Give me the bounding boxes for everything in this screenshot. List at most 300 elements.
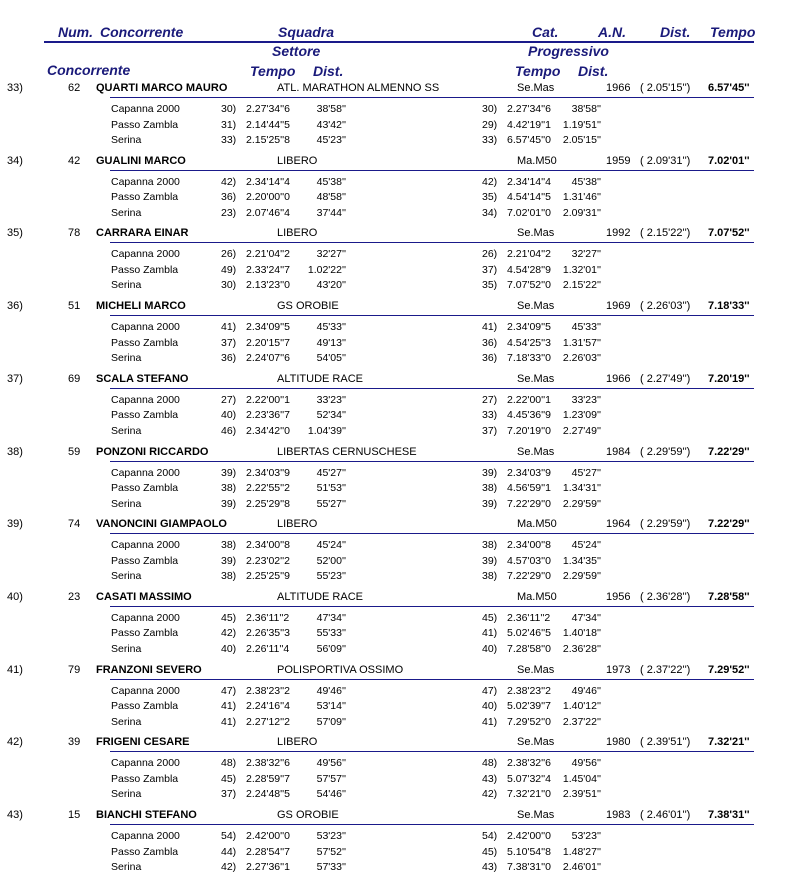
split-row [0, 699, 794, 713]
athlete-category: Se.Mas [517, 736, 555, 749]
split-sector-gap: 55'27'' [316, 497, 346, 510]
split-location: Serina [111, 861, 142, 873]
split-progressive-gap: 47'34'' [571, 611, 601, 624]
split-location: Passo Zambla [111, 336, 179, 349]
athlete-name: CARRARA EINAR [96, 227, 189, 240]
split-row [0, 611, 794, 625]
split-progressive-position: 45) [482, 845, 498, 858]
split-location: Serina [111, 279, 142, 292]
split-sector-position: 27) [221, 393, 237, 406]
athlete-divider [110, 824, 754, 825]
athlete-category: Se.Mas [517, 663, 555, 676]
athlete-block [0, 517, 794, 590]
split-progressive-position: 35) [482, 279, 498, 292]
split-location: Serina [111, 497, 142, 510]
athlete-bib: 69 [68, 372, 81, 385]
split-location: Serina [111, 642, 142, 655]
athlete-row [0, 663, 794, 677]
athlete-position: 36) [7, 300, 23, 313]
split-sector-gap: 43'20'' [316, 279, 346, 292]
athlete-final-time: 7.28'58'' [708, 590, 750, 603]
split-progressive-gap: 1.23'09'' [562, 409, 601, 422]
athlete-bib: 51 [68, 300, 81, 313]
athlete-category: Ma.M50 [517, 154, 557, 167]
athlete-divider [110, 242, 754, 243]
split-progressive-time: 7.22'29''0 [507, 497, 551, 510]
split-progressive-gap: 33'23'' [571, 393, 601, 406]
split-sector-gap: 57'52'' [316, 845, 346, 858]
athlete-block [0, 372, 794, 445]
split-progressive-gap: 45'27'' [571, 466, 601, 479]
split-progressive-gap: 1.40'12'' [562, 700, 601, 713]
split-location: Capanna 2000 [111, 393, 180, 406]
athlete-team: LIBERO [277, 154, 318, 167]
split-location: Capanna 2000 [111, 321, 180, 334]
split-location: Capanna 2000 [111, 757, 180, 770]
split-progressive-position: 39) [482, 554, 498, 567]
split-progressive-time: 7.18'33''0 [507, 352, 551, 365]
split-sector-time: 2.07'46''4 [246, 206, 290, 219]
split-sector-position: 42) [221, 175, 237, 188]
split-sector-time: 2.22'55''2 [246, 482, 290, 494]
split-sector-position: 37) [221, 788, 237, 801]
split-sector-time: 2.38'32''6 [246, 757, 290, 770]
split-sector-gap: 53'14'' [316, 700, 346, 713]
split-sector-time: 2.26'35''3 [246, 627, 290, 640]
split-progressive-time: 2.36'11''2 [507, 611, 551, 624]
split-row [0, 190, 794, 204]
split-progressive-time: 4.54'14''5 [507, 191, 551, 204]
split-progressive-time: 2.34'09''5 [507, 321, 551, 334]
split-row [0, 756, 794, 770]
split-sector-time: 2.27'12''2 [246, 715, 290, 728]
split-row [0, 569, 794, 583]
split-sector-gap: 32'27'' [316, 248, 346, 261]
split-progressive-position: 34) [482, 206, 498, 219]
split-sector-time: 2.13'23''0 [246, 279, 290, 292]
split-sector-time: 2.26'11''4 [246, 642, 290, 655]
split-progressive-position: 37) [482, 263, 498, 276]
athlete-category: Se.Mas [517, 300, 555, 313]
athlete-divider [110, 170, 754, 171]
split-sector-gap: 52'34'' [316, 409, 346, 422]
split-location: Passo Zambla [111, 263, 179, 276]
split-progressive-time: 4.54'28''9 [507, 263, 551, 276]
athlete-gap: ( 2.39'51'') [640, 736, 691, 749]
split-sector-time: 2.42'00''0 [246, 830, 290, 842]
split-sector-gap: 54'05'' [316, 352, 346, 365]
split-row [0, 263, 794, 277]
split-location: Serina [111, 570, 142, 583]
split-sector-position: 44) [221, 845, 237, 858]
split-location: Passo Zambla [111, 409, 179, 422]
split-location: Capanna 2000 [111, 466, 180, 479]
split-progressive-gap: 1.32'01'' [562, 263, 601, 276]
split-progressive-position: 37) [482, 424, 498, 437]
athlete-bib: 59 [68, 445, 81, 458]
split-sector-gap: 37'44'' [316, 206, 346, 219]
athlete-category: Ma.M50 [517, 590, 557, 603]
split-progressive-position: 38) [482, 570, 498, 583]
split-sector-gap: 45'33'' [316, 321, 346, 334]
athlete-birth-year: 1966 [606, 82, 631, 94]
split-sector-position: 54) [221, 830, 237, 842]
athlete-final-time: 7.20'19'' [708, 372, 750, 385]
split-progressive-gap: 2.36'28'' [562, 642, 601, 655]
split-progressive-gap: 1.19'51'' [562, 118, 601, 131]
header-squadra: Squadra [278, 24, 335, 40]
split-row [0, 133, 794, 147]
split-sector-gap: 38'58'' [316, 103, 346, 115]
split-progressive-position: 42) [482, 175, 498, 188]
athlete-final-time: 7.38'31'' [708, 809, 750, 821]
split-progressive-gap: 1.31'46'' [562, 191, 601, 204]
split-location: Capanna 2000 [111, 684, 180, 697]
split-progressive-time: 5.10'54''8 [507, 845, 551, 858]
split-sector-time: 2.34'00''8 [246, 539, 290, 552]
split-progressive-gap: 1.40'18'' [562, 627, 601, 640]
split-progressive-gap: 2.37'22'' [562, 715, 601, 728]
athlete-row [0, 517, 794, 531]
split-sector-time: 2.23'02''2 [246, 554, 290, 567]
split-sector-position: 42) [221, 627, 237, 640]
split-progressive-time: 7.38'31''0 [507, 861, 551, 873]
split-progressive-time: 2.27'34''6 [507, 103, 551, 115]
athlete-position: 43) [7, 809, 23, 821]
athlete-block [0, 663, 794, 736]
split-row [0, 247, 794, 261]
split-progressive-position: 40) [482, 700, 498, 713]
athlete-position: 41) [7, 663, 23, 676]
split-progressive-time: 2.38'32''6 [507, 757, 551, 770]
split-progressive-gap: 1.48'27'' [562, 845, 601, 858]
split-progressive-time: 7.07'52''0 [507, 279, 551, 292]
athlete-bib: 23 [68, 590, 81, 603]
split-progressive-time: 2.42'00''0 [507, 830, 551, 842]
split-sector-time: 2.36'11''2 [246, 611, 290, 624]
athlete-team: GS OROBIE [277, 300, 339, 313]
split-progressive-gap: 2.39'51'' [562, 788, 601, 801]
split-location: Passo Zambla [111, 482, 179, 494]
split-row [0, 320, 794, 334]
athlete-birth-year: 1984 [606, 445, 631, 458]
header-settore-dist: Dist. [313, 63, 344, 79]
split-progressive-time: 4.56'59''1 [507, 482, 551, 494]
athlete-position: 37) [7, 372, 23, 385]
athlete-gap: ( 2.29'59'') [640, 445, 691, 458]
split-sector-gap: 33'23'' [316, 393, 346, 406]
split-location: Capanna 2000 [111, 103, 180, 115]
split-progressive-position: 43) [482, 861, 498, 873]
athlete-block [0, 81, 794, 154]
split-sector-position: 39) [221, 466, 237, 479]
split-sector-position: 49) [221, 263, 237, 276]
split-location: Capanna 2000 [111, 175, 180, 188]
split-sector-position: 48) [221, 757, 237, 770]
athlete-final-time: 7.22'29'' [708, 445, 750, 458]
split-progressive-gap: 2.26'03'' [562, 352, 601, 365]
split-progressive-gap: 2.05'15'' [562, 134, 601, 146]
split-sector-gap: 45'23'' [316, 134, 346, 146]
split-progressive-position: 41) [482, 715, 498, 728]
split-sector-gap: 48'58'' [316, 191, 346, 204]
athlete-gap: ( 2.46'01'') [640, 809, 691, 821]
split-sector-gap: 49'46'' [316, 684, 346, 697]
split-row [0, 538, 794, 552]
split-row [0, 787, 794, 801]
split-progressive-position: 42) [482, 788, 498, 801]
split-row [0, 772, 794, 786]
split-progressive-gap: 53'23'' [571, 830, 601, 842]
athlete-team: GS OROBIE [277, 809, 339, 821]
split-progressive-time: 2.38'23''2 [507, 684, 551, 697]
athlete-category: Se.Mas [517, 82, 555, 94]
athlete-category: Se.Mas [517, 809, 555, 821]
split-sector-gap: 49'13'' [316, 336, 346, 349]
athlete-category: Se.Mas [517, 445, 555, 458]
athlete-birth-year: 1973 [606, 663, 631, 676]
split-row [0, 351, 794, 365]
split-sector-position: 33) [221, 134, 237, 146]
split-sector-position: 45) [221, 611, 237, 624]
athlete-team: ALTITUDE RACE [277, 372, 363, 385]
split-row [0, 684, 794, 698]
athlete-name: VANONCINI GIAMPAOLO [96, 518, 227, 531]
split-progressive-gap: 38'58'' [571, 103, 601, 115]
split-sector-time: 2.34'14''4 [246, 175, 290, 188]
split-sector-position: 45) [221, 772, 237, 785]
split-sector-gap: 57'33'' [316, 861, 346, 873]
split-progressive-time: 4.45'36''9 [507, 409, 551, 422]
header-concorrente-sub: Concorrente [47, 62, 131, 78]
split-progressive-position: 41) [482, 321, 498, 334]
split-sector-position: 40) [221, 642, 237, 655]
split-row [0, 393, 794, 407]
split-progressive-position: 43) [482, 772, 498, 785]
header-concorrente: Concorrente [100, 24, 184, 40]
split-progressive-position: 41) [482, 627, 498, 640]
split-progressive-gap: 2.09'31'' [562, 206, 601, 219]
athlete-bib: 79 [68, 663, 81, 676]
split-sector-time: 2.25'25''9 [246, 570, 290, 583]
athlete-name: QUARTI MARCO MAURO [96, 82, 228, 94]
split-location: Serina [111, 715, 142, 728]
athlete-gap: ( 2.37'22'') [640, 663, 691, 676]
split-progressive-position: 33) [482, 409, 498, 422]
split-progressive-position: 48) [482, 757, 498, 770]
split-sector-time: 2.34'09''5 [246, 321, 290, 334]
split-progressive-gap: 49'46'' [571, 684, 601, 697]
split-progressive-time: 5.02'46''5 [507, 627, 551, 640]
split-progressive-gap: 45'33'' [571, 321, 601, 334]
split-row [0, 497, 794, 511]
athlete-team: LIBERO [277, 736, 318, 749]
split-row [0, 336, 794, 350]
athlete-block [0, 299, 794, 372]
split-sector-time: 2.34'42''0 [246, 424, 290, 437]
athlete-bib: 42 [68, 154, 81, 167]
split-sector-gap: 51'53'' [316, 482, 346, 494]
split-progressive-time: 2.22'00''1 [507, 393, 551, 406]
split-progressive-time: 6.57'45''0 [507, 134, 551, 146]
athlete-gap: ( 2.26'03'') [640, 300, 691, 313]
split-sector-gap: 52'00'' [316, 554, 346, 567]
split-sector-time: 2.15'25''8 [246, 134, 290, 146]
split-sector-time: 2.23'36''7 [246, 409, 290, 422]
header-progressivo-tempo: Tempo [515, 63, 561, 79]
athlete-birth-year: 1964 [606, 518, 631, 531]
athlete-bib: 74 [68, 518, 81, 531]
athlete-position: 40) [7, 590, 23, 603]
split-sector-time: 2.14'44''5 [246, 118, 290, 131]
split-progressive-time: 2.21'04''2 [507, 248, 551, 261]
split-progressive-gap: 1.45'04'' [562, 772, 601, 785]
split-progressive-time: 4.54'25''3 [507, 336, 551, 349]
split-progressive-time: 5.02'39''7 [507, 700, 551, 713]
split-sector-position: 41) [221, 715, 237, 728]
split-sector-time: 2.24'16''4 [246, 700, 290, 713]
athlete-bib: 39 [68, 736, 81, 749]
split-progressive-position: 39) [482, 466, 498, 479]
split-progressive-gap: 45'24'' [571, 539, 601, 552]
athlete-team: ATL. MARATHON ALMENNO SS [277, 82, 440, 94]
athlete-birth-year: 1992 [606, 227, 631, 240]
split-sector-gap: 45'38'' [316, 175, 346, 188]
split-row [0, 118, 794, 132]
split-progressive-time: 4.57'03''0 [507, 554, 551, 567]
header-an: A.N. [598, 24, 626, 40]
split-progressive-position: 38) [482, 482, 498, 494]
athlete-position: 42) [7, 736, 23, 749]
header-progressivo-dist: Dist. [578, 63, 609, 79]
split-sector-time: 2.24'07''6 [246, 352, 290, 365]
athlete-gap: ( 2.29'59'') [640, 518, 691, 531]
header-progressivo: Progressivo [528, 43, 609, 59]
split-sector-position: 36) [221, 191, 237, 204]
athlete-row [0, 372, 794, 386]
split-progressive-time: 2.34'14''4 [507, 175, 551, 188]
split-row [0, 554, 794, 568]
split-progressive-time: 2.34'00''8 [507, 539, 551, 552]
split-progressive-time: 7.32'21''0 [507, 788, 551, 801]
athlete-final-time: 7.07'52'' [708, 227, 750, 240]
split-row [0, 466, 794, 480]
split-progressive-time: 7.20'19''0 [507, 424, 551, 437]
split-row [0, 845, 794, 859]
split-location: Passo Zambla [111, 845, 179, 858]
split-sector-time: 2.22'00''1 [246, 393, 290, 406]
athlete-divider [110, 315, 754, 316]
athlete-team: LIBERO [277, 227, 318, 240]
split-location: Serina [111, 134, 142, 146]
split-sector-gap: 55'23'' [316, 570, 346, 583]
split-sector-gap: 55'33'' [316, 627, 346, 640]
header-cat: Cat. [532, 24, 559, 40]
athlete-gap: ( 2.36'28'') [640, 590, 691, 603]
athlete-divider [110, 533, 754, 534]
athlete-gap: ( 2.15'22'') [640, 227, 691, 240]
split-progressive-position: 29) [482, 118, 498, 131]
split-row [0, 102, 794, 116]
athlete-birth-year: 1956 [606, 590, 631, 603]
split-progressive-time: 7.02'01''0 [507, 206, 551, 219]
split-sector-time: 2.20'00''0 [246, 191, 290, 204]
split-row [0, 408, 794, 422]
split-row [0, 626, 794, 640]
athlete-bib: 78 [68, 227, 81, 240]
split-progressive-position: 39) [482, 497, 498, 510]
athlete-row [0, 81, 794, 95]
split-sector-position: 41) [221, 700, 237, 713]
athlete-name: MICHELI MARCO [96, 300, 186, 313]
split-sector-position: 36) [221, 352, 237, 365]
split-progressive-gap: 49'56'' [571, 757, 601, 770]
split-progressive-gap: 2.27'49'' [562, 424, 601, 437]
athlete-bib: 15 [68, 809, 81, 821]
athlete-row [0, 154, 794, 168]
split-progressive-time: 5.07'32''4 [507, 772, 551, 785]
split-sector-gap: 45'27'' [316, 466, 346, 479]
athlete-birth-year: 1959 [606, 154, 631, 167]
split-location: Capanna 2000 [111, 830, 180, 842]
athlete-divider [110, 388, 754, 389]
athlete-gap: ( 2.05'15'') [640, 82, 691, 94]
split-sector-position: 41) [221, 321, 237, 334]
split-sector-position: 42) [221, 861, 237, 873]
header-settore-tempo: Tempo [250, 63, 296, 79]
athlete-block [0, 226, 794, 299]
split-progressive-time: 7.22'29''0 [507, 570, 551, 583]
split-sector-time: 2.33'24''7 [246, 263, 290, 276]
split-row [0, 860, 794, 874]
athlete-category: Se.Mas [517, 227, 555, 240]
athlete-name: FRANZONI SEVERO [96, 663, 202, 676]
split-progressive-position: 36) [482, 336, 498, 349]
athlete-birth-year: 1980 [606, 736, 631, 749]
split-sector-time: 2.38'23''2 [246, 684, 290, 697]
athlete-gap: ( 2.27'49'') [640, 372, 691, 385]
split-progressive-time: 2.34'03''9 [507, 466, 551, 479]
split-location: Passo Zambla [111, 772, 179, 785]
split-sector-time: 2.21'04''2 [246, 248, 290, 261]
split-progressive-position: 40) [482, 642, 498, 655]
split-location: Passo Zambla [111, 554, 179, 567]
athlete-position: 34) [7, 154, 23, 167]
athlete-name: SCALA STEFANO [96, 372, 189, 385]
header-dist: Dist. [660, 24, 691, 40]
split-sector-time: 2.28'54''7 [246, 845, 290, 858]
split-sector-gap: 54'46'' [316, 788, 346, 801]
split-progressive-gap: 2.15'22'' [562, 279, 601, 292]
athlete-final-time: 7.18'33'' [708, 300, 750, 313]
athlete-name: CASATI MASSIMO [96, 590, 192, 603]
split-sector-gap: 47'34'' [316, 611, 346, 624]
split-location: Capanna 2000 [111, 248, 180, 261]
split-sector-position: 26) [221, 248, 237, 261]
header-settore: Settore [272, 43, 321, 59]
split-location: Passo Zambla [111, 627, 179, 640]
athlete-block [0, 590, 794, 663]
athlete-final-time: 7.32'21'' [708, 736, 750, 749]
athlete-block [0, 735, 794, 808]
split-sector-position: 30) [221, 103, 237, 115]
split-sector-position: 39) [221, 554, 237, 567]
split-sector-position: 39) [221, 497, 237, 510]
split-sector-gap: 1.02'22'' [307, 263, 346, 276]
split-progressive-position: 26) [482, 248, 498, 261]
split-location: Serina [111, 206, 142, 219]
split-sector-time: 2.24'48''5 [246, 788, 290, 801]
